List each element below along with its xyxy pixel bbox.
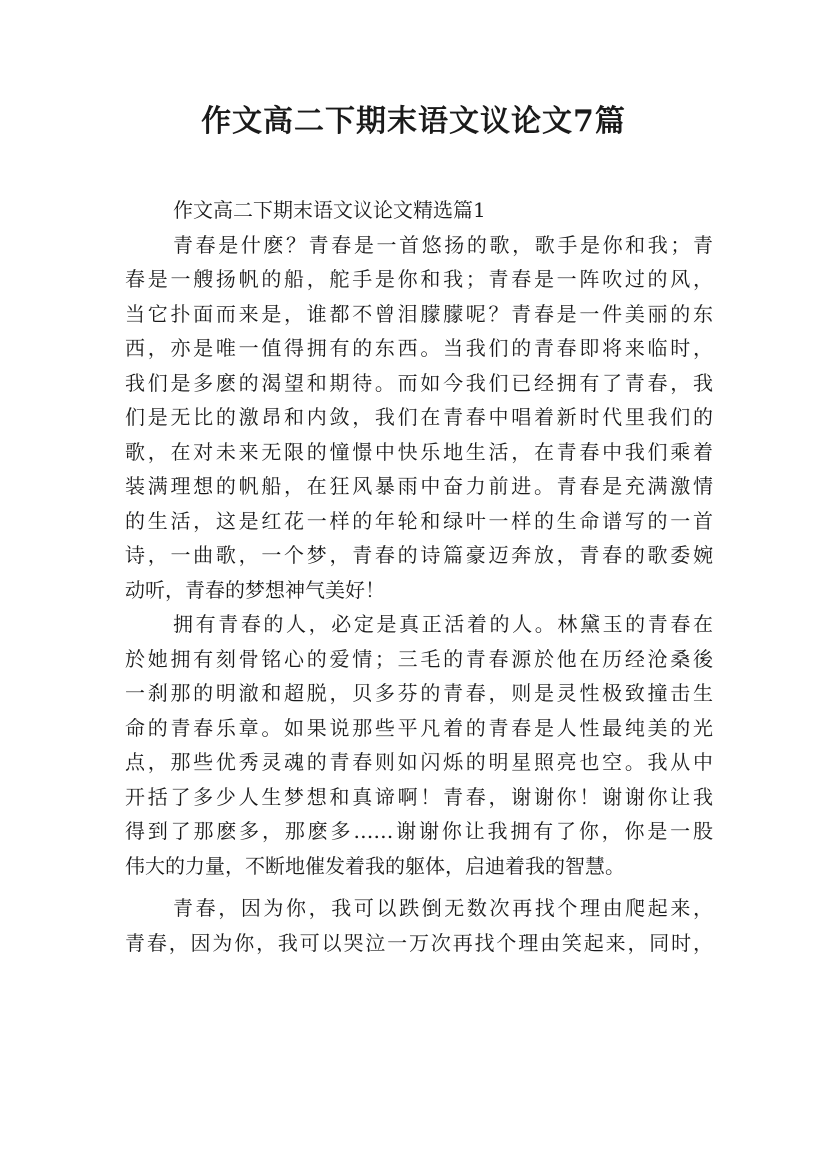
document-body — [125, 193, 713, 960]
text-line: 伟大的力量，不断地催发着我的躯体，启迪着我的智慧。 — [125, 853, 625, 878]
text-line: 装满理想的帆船，在狂风暴雨中奋力前进。青春是充满激情 — [125, 474, 713, 498]
text-line: 的生活，这是红花一样的年轮和绿叶一样的生命谱写的一首 — [125, 508, 713, 533]
text-line: 春是一艘扬帆的船，舵手是你和我；青春是一阵吹过的风， — [125, 267, 713, 291]
paragraph-2 — [125, 607, 713, 883]
text-line: 点，那些优秀灵魂的青春则如闪烁的明星照亮也空。我从中 — [125, 750, 713, 774]
paragraph-1 — [125, 228, 713, 608]
text-line: 当它扑面而来是，谁都不曾泪朦朦呢？青春是一件美丽的东 — [125, 301, 713, 326]
text-line: 歌，在对未来无限的憧憬中快乐地生活，在青春中我们乘着 — [125, 439, 713, 464]
text-line: 得到了那麽多，那麽多……谢谢你让我拥有了你，你是一股 — [125, 819, 713, 843]
paragraph-3 — [125, 891, 713, 960]
document-title: 作文高二下期末语文议论文7篇 — [201, 104, 626, 139]
text-line: 青春，因为你，我可以哭泣一万次再找个理由笑起来，同时， — [125, 930, 713, 955]
section-heading: 作文高二下期末语文议论文精选篇1 — [173, 198, 486, 222]
text-line: 诗，一曲歌，一个梦，青春的诗篇豪迈奔放，青春的歌委婉 — [125, 543, 713, 567]
text-line: 开括了多少人生梦想和真谛啊！青春，谢谢你！谢谢你让我 — [125, 784, 713, 809]
text-line: 西，亦是唯一值得拥有的东西。当我们的青春即将来临时， — [125, 336, 713, 360]
text-line: 我们是多麽的渴望和期待。而如今我们已经拥有了青春，我 — [125, 370, 713, 395]
text-line: 命的青春乐章。如果说那些平凡着的青春是人性最纯美的光 — [125, 715, 713, 740]
text-line: 青春是什麽？青春是一首悠扬的歌，歌手是你和我；青 — [173, 232, 713, 257]
paragraph-gap — [125, 883, 713, 891]
text-line: 拥有青春的人，必定是真正活着的人。林黛玉的青春在 — [173, 612, 713, 636]
text-line: 青春，因为你，我可以跌倒无数次再找个理由爬起来， — [173, 896, 713, 920]
text-line: 於她拥有刻骨铭心的爱情；三毛的青春源於他在历经沧桑後 — [125, 646, 713, 671]
text-line: 动听，青春的梦想神气美好！ — [125, 577, 385, 602]
text-line: 一刹那的明澈和超脱，贝多芬的青春，则是灵性极致撞击生 — [125, 681, 713, 705]
text-line: 们是无比的激昂和内敛，我们在青春中唱着新时代里我们的 — [125, 405, 713, 429]
